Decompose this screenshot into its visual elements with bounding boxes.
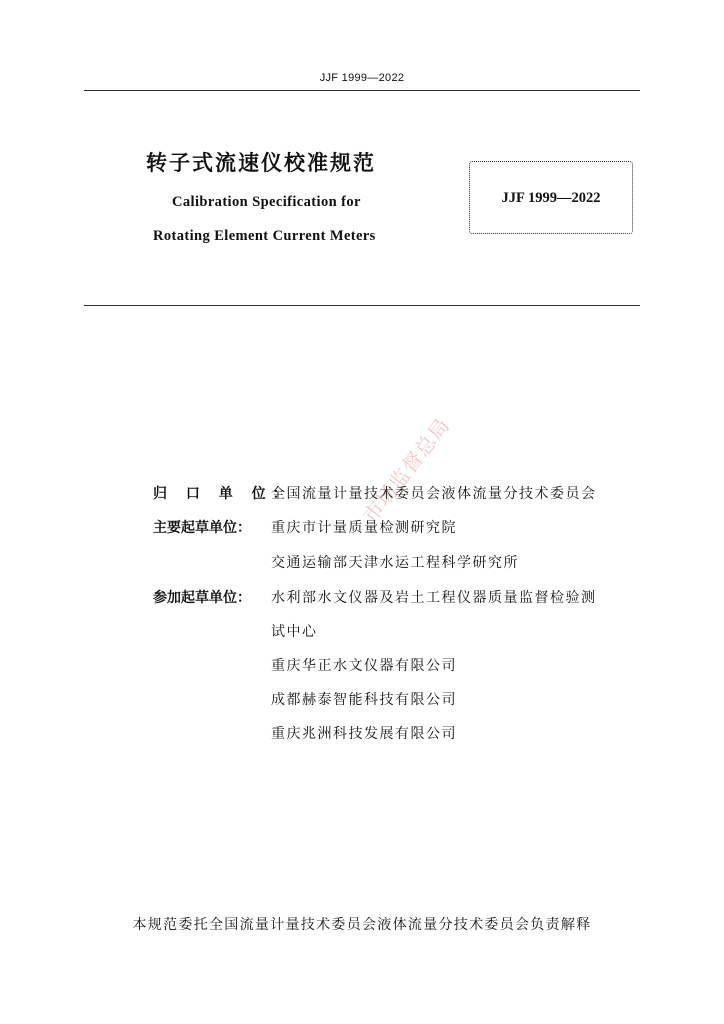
watermark-text: 市场监督总局 bbox=[358, 413, 455, 528]
header-divider bbox=[84, 90, 640, 91]
participating-value-4: 成都赫泰智能科技有限公司 bbox=[271, 692, 457, 708]
responsible-unit-value: 全国流量计量技术委员会液体流量分技术委员会 bbox=[271, 486, 597, 502]
main-drafting-value-1: 重庆市计量质量检测研究院 bbox=[271, 520, 457, 536]
responsible-unit-label: 归 口 单 位： bbox=[153, 486, 294, 502]
main-drafting-row bbox=[153, 519, 457, 537]
main-drafting-label: 主要起草单位： bbox=[153, 520, 251, 536]
title-chinese: 转子式流速仪校准规范 bbox=[146, 151, 376, 175]
interpretation-note: 本规范委托全国流量计量技术委员会液体流量分技术委员会负责解释 bbox=[132, 917, 592, 933]
participating-row bbox=[153, 589, 597, 607]
main-drafting-value-2: 交通运输部天津水运工程科学研究所 bbox=[271, 555, 519, 571]
participating-value-2: 试中心 bbox=[271, 624, 318, 640]
participating-value-1: 水利部水文仪器及岩土工程仪器质量监督检验测 bbox=[271, 590, 597, 606]
standard-code-box-text: JJF 1999—2022 bbox=[501, 190, 601, 206]
header-standard-code: JJF 1999—2022 bbox=[319, 72, 405, 84]
participating-label: 参加起草单位： bbox=[153, 590, 251, 606]
title-divider bbox=[84, 305, 640, 306]
title-english-line1: Calibration Specification for bbox=[172, 194, 361, 210]
title-english-line2: Rotating Element Current Meters bbox=[153, 228, 376, 244]
responsible-unit-row bbox=[153, 485, 597, 503]
participating-value-3: 重庆华正水文仪器有限公司 bbox=[271, 658, 457, 674]
participating-value-5: 重庆兆洲科技发展有限公司 bbox=[271, 726, 457, 742]
